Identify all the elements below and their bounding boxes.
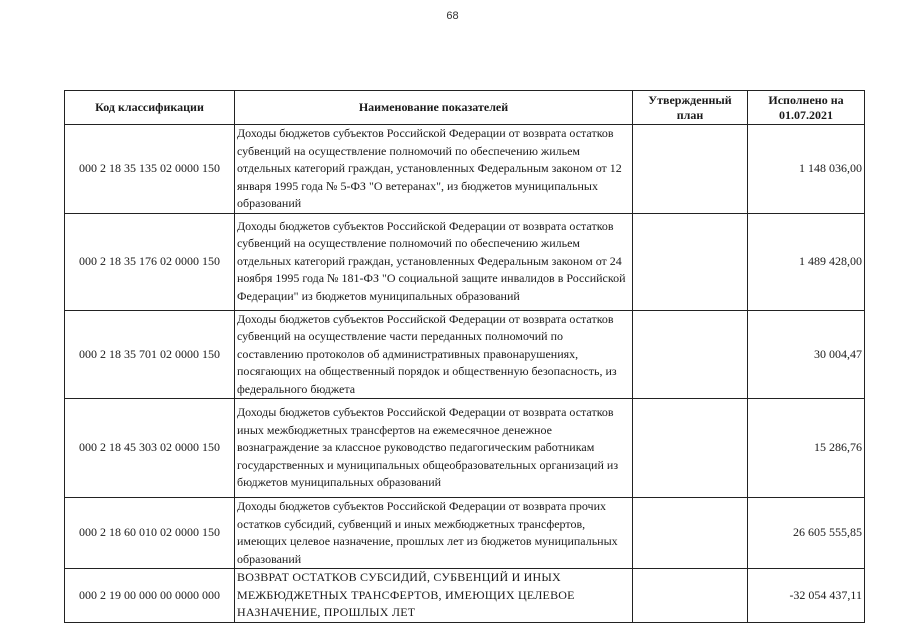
- indicator-name: ВОЗВРАТ ОСТАТКОВ СУБСИДИЙ, СУБВЕНЦИЙ И ИНЫХ МЕЖБЮДЖЕТНЫХ ТРАНСФЕРТОВ, ИМЕЮЩИХ ЦЕЛЕВОЕ НАЗНАЧЕНИЕ, ПРОШЛЫХ ЛЕТ: [235, 569, 633, 623]
- classification-code: 000 2 18 35 176 02 0000 150: [65, 213, 235, 310]
- indicator-name: Доходы бюджетов субъектов Российской Федерации от возврата остатков субвенций на осуществление части переданных полномочий по составлению протоколов об административных правонарушениях, посягающих на общественный порядок и общественную безопасность, из федерального бюджета: [235, 310, 633, 399]
- plan-amount: [633, 569, 748, 623]
- header-code: Код классификации: [65, 91, 235, 125]
- executed-amount: 15 286,76: [748, 399, 865, 498]
- plan-amount: [633, 125, 748, 214]
- plan-amount: [633, 213, 748, 310]
- plan-amount: [633, 498, 748, 569]
- classification-code: 000 2 18 35 135 02 0000 150: [65, 125, 235, 214]
- plan-amount: [633, 399, 748, 498]
- header-plan: Утвержденный план: [633, 91, 748, 125]
- classification-code: 000 2 18 60 010 02 0000 150: [65, 498, 235, 569]
- table-row: [65, 213, 865, 310]
- table-row: [65, 498, 865, 569]
- executed-amount: -32 054 437,11: [748, 569, 865, 623]
- executed-amount: 1 489 428,00: [748, 213, 865, 310]
- indicator-name: Доходы бюджетов субъектов Российской Федерации от возврата остатков иных межбюджетных трансфертов на ежемесячное денежное вознаграждение за классное руководство педагогическим работникам государственных и муниципальных общеобразовательных организаций из бюджетов муниципальных образований: [235, 399, 633, 498]
- classification-code: 000 2 18 35 701 02 0000 150: [65, 310, 235, 399]
- page-number: 68: [446, 10, 459, 22]
- executed-amount: 26 605 555,85: [748, 498, 865, 569]
- classification-code: 000 2 19 00 000 00 0000 000: [65, 569, 235, 623]
- indicator-name: Доходы бюджетов субъектов Российской Федерации от возврата остатков субвенций на осуществление полномочий по обеспечению жильем отдельных категорий граждан, установленных Федеральным законом от 12 января 1995 года № 5-ФЗ "О ветеранах", из бюджетов муниципальных образований: [235, 125, 633, 214]
- header-executed: Исполнено на 01.07.2021: [748, 91, 865, 125]
- table-row: [65, 125, 865, 214]
- table-row: [65, 569, 865, 623]
- table-row: [65, 310, 865, 399]
- executed-amount: 30 004,47: [748, 310, 865, 399]
- plan-amount: [633, 310, 748, 399]
- table-header-row: [65, 91, 865, 125]
- classification-code: 000 2 18 45 303 02 0000 150: [65, 399, 235, 498]
- indicator-name: Доходы бюджетов субъектов Российской Федерации от возврата остатков субвенций на осуществление полномочий по обеспечению жильем отдельных категорий граждан, установленных Федеральным законом от 24 ноября 1995 года № 181-ФЗ "О социальной защите инвалидов в Российской Федерации" из бюджетов муниципальных образований: [235, 213, 633, 310]
- executed-amount: 1 148 036,00: [748, 125, 865, 214]
- budget-table: [64, 90, 865, 623]
- header-name: Наименование показателей: [235, 91, 633, 125]
- indicator-name: Доходы бюджетов субъектов Российской Федерации от возврата прочих остатков субсидий, субвенций и иных межбюджетных трансфертов, имеющих целевое назначение, прошлых лет из бюджетов муниципальных образований: [235, 498, 633, 569]
- table-row: [65, 399, 865, 498]
